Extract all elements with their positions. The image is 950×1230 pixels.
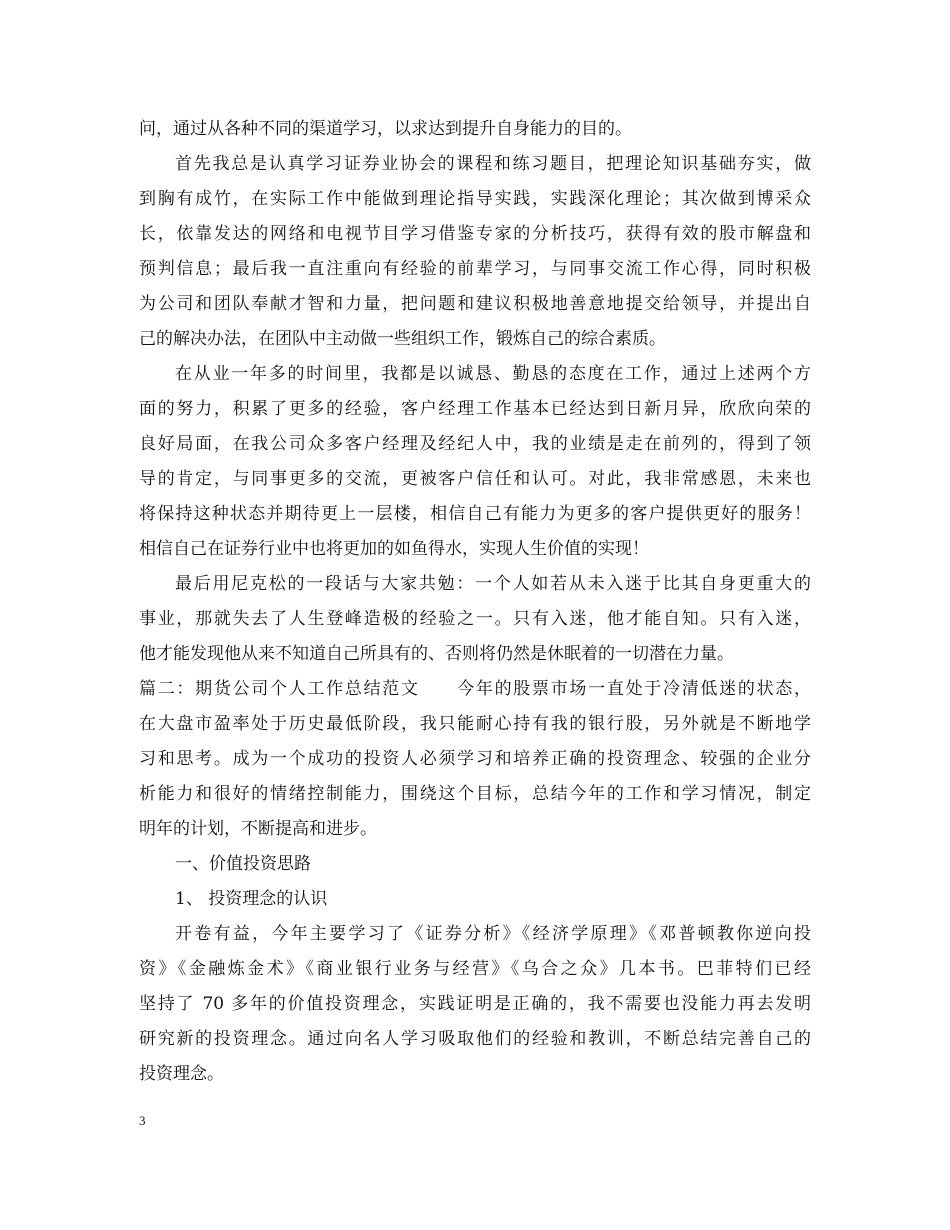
paragraph-first-line: 首先我总是认真学习证券业协会的课程和练习题目，把理论知识基础夯实，做 [175,154,811,174]
text-line: 将保持这种状态并期待更上一层楼，相信自己有能力为更多的客户提供更好的服务！ [139,504,811,524]
paragraph-first-line: 在从业一年多的时间里，我都是以诚恳、勤恳的态度在工作，通过上述两个方 [175,364,811,384]
text-line: 预判信息；最后我一直注重向有经验的前辈学习，与同事交流工作心得，同时积极 [139,259,811,279]
text-line: 资》《金融炼金术》《商业银行业务与经营》《乌合之众》几本书。巴菲特们已经 [139,959,811,979]
text-line: 析能力和很好的情绪控制能力，围绕这个目标，总结今年的工作和学习情况，制定 [139,784,811,804]
text-line: 问，通过从各种不同的渠道学习，以求达到提升自身能力的目的。 [139,119,632,139]
text-line: 事业，那就失去了人生登峰造极的经验之一。只有入迷，他才能自知。只有入迷， [139,609,811,629]
paragraph-first-line: 最后用尼克松的一段话与大家共勉：一个人如若从未入迷于比其自身更重大的 [175,574,811,594]
subheading: 一、价值投资思路 [175,854,311,874]
text-line: 到胸有成竹，在实际工作中能做到理论指导实践，实践深化理论；其次做到博采众 [139,189,811,209]
text-line: 明年的计划，不断提高和进步。 [139,819,377,839]
section-heading-line: 篇二：期货公司个人工作总结范文 今年的股票市场一直处于冷清低迷的状态， [139,679,811,699]
text-line: 良好局面，在我公司众多客户经理及经纪人中，我的业绩是走在前列的，得到了领 [139,434,811,454]
text-line: 长，依靠发达的网络和电视节目学习借鉴专家的分析技巧，获得有效的股市解盘和 [139,224,811,244]
text-line: 坚持了 70 多年的价值投资理念，实践证明是正确的，我不需要也没能力再去发明 [139,994,811,1014]
text-line: 导的肯定，与同事更多的交流，更被客户信任和认可。对此，我非常感恩，未来也 [139,469,811,489]
paragraph-first-line: 开卷有益，今年主要学习了《证券分析》《经济学原理》《邓普顿教你逆向投 [175,924,811,944]
text-line: 为公司和团队奉献才智和力量，把问题和建议积极地善意地提交给领导，并提出自 [139,294,811,314]
text-line: 己的解决办法，在团队中主动做一些组织工作，锻炼自己的综合素质。 [139,329,666,349]
text-line: 习和思考。成为一个成功的投资人必须学习和培养正确的投资理念、较强的企业分 [139,749,811,769]
document-body [139,112,811,1092]
text-line: 在大盘市盈率处于历史最低阶段，我只能耐心持有我的银行股，另外就是不断地学 [139,714,811,734]
text-line: 研究新的投资理念。通过向名人学习吸取他们的经验和教训，不断总结完善自己的 [139,1029,811,1049]
text-line: 面的努力，积累了更多的经验，客户经理工作基本已经达到日新月异，欣欣向荣的 [139,399,811,419]
text-line: 相信自己在证券行业中也将更加的如鱼得水，实现人生价值的实现！ [139,539,649,559]
text-line: 投资理念。 [139,1064,224,1084]
text-line: 他才能发现他从来不知道自己所具有的、否则将仍然是休眠着的一切潜在力量。 [139,644,734,664]
subheading: 1、 投资理念的认识 [175,889,328,909]
page-number: 3 [139,1113,146,1128]
